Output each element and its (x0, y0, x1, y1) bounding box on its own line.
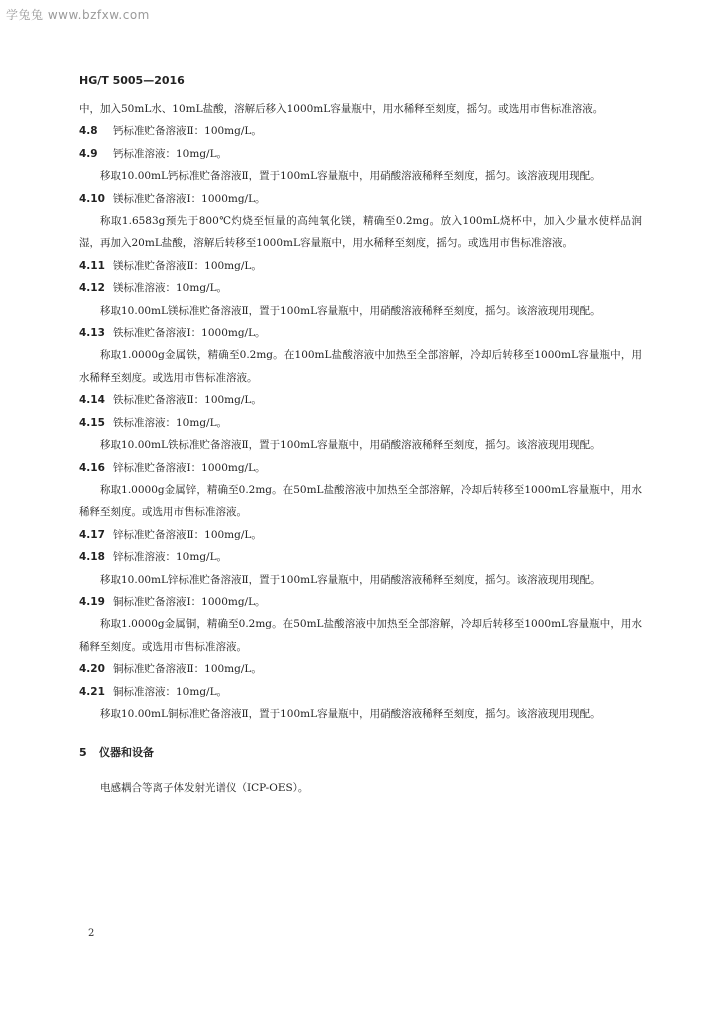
body-paragraph: 移取10.00mL铜标准贮备溶液Ⅱ，置于100mL容量瓶中，用硝酸溶液稀释至刻度，摇匀。该溶液现用现配。 (100, 707, 601, 720)
continued-paragraph: 中，加入50mL水、10mL盐酸，溶解后移入1000mL容量瓶中，用水稀释至刻度，摇匀。或选用市售标准溶液。 (79, 103, 604, 115)
item-text: 铜标准贮备溶液Ⅱ：100mg/L。 (113, 663, 262, 676)
numbered-item (79, 658, 642, 680)
item-text: 镁标准贮备溶液Ⅰ：1000mg/L。 (113, 192, 266, 205)
item-text: 铁标准溶液：10mg/L。 (113, 416, 228, 429)
numbered-item (79, 277, 642, 299)
watermark: 学兔兔 www.bzfxw.com (6, 8, 150, 22)
item-number: 4.9 (79, 147, 98, 160)
numbered-item (79, 412, 642, 434)
item-number: 4.13 (79, 327, 105, 340)
numbered-item (79, 120, 642, 142)
item-number: 4.20 (79, 663, 105, 676)
paragraph-list (79, 98, 642, 725)
item-number: 4.17 (79, 528, 105, 541)
item-text: 钙标准溶液：10mg/L。 (113, 147, 228, 160)
item-number: 4.12 (79, 282, 105, 295)
item-number: 4.15 (79, 416, 105, 429)
section-number: 5 (79, 746, 87, 760)
item-text: 钙标准贮备溶液Ⅱ：100mg/L。 (113, 125, 262, 138)
numbered-item (79, 255, 642, 277)
body-paragraph: 移取10.00mL锌标准贮备溶液Ⅱ，置于100mL容量瓶中，用硝酸溶液稀释至刻度，摇匀。该溶液现用现配。 (100, 573, 601, 586)
body-paragraph: 称取1.0000g金属锌，精确至0.2mg。在50mL盐酸溶液中加热至全部溶解，冷却后转移至1000mL容量瓶中，用水稀释至刻度。或选用市售标准溶液。 (79, 483, 642, 519)
document-body (79, 98, 642, 800)
item-text: 锌标准贮备溶液Ⅰ：1000mg/L。 (113, 461, 266, 474)
body-paragraph: 移取10.00mL铁标准贮备溶液Ⅱ，置于100mL容量瓶中，用硝酸溶液稀释至刻度，摇匀。该溶液现用现配。 (100, 439, 601, 452)
numbered-item (79, 143, 642, 165)
item-text: 锌标准贮备溶液Ⅱ：100mg/L。 (113, 528, 262, 541)
numbered-item (79, 681, 642, 703)
numbered-item (79, 546, 642, 568)
body-paragraph: 移取10.00mL钙标准贮备溶液Ⅱ，置于100mL容量瓶中，用硝酸溶液稀释至刻度，摇匀。该溶液现用现配。 (100, 170, 601, 183)
numbered-item (79, 457, 642, 479)
item-number: 4.16 (79, 461, 105, 474)
section-title: 仪器和设备 (99, 746, 154, 760)
body-paragraph: 称取1.0000g金属铁，精确至0.2mg。在100mL盐酸溶液中加热至全部溶解，冷却后转移至1000mL容量瓶中，用水稀释至刻度。或选用市售标准溶液。 (79, 349, 642, 384)
item-number: 4.8 (79, 125, 98, 138)
item-number: 4.10 (79, 192, 105, 205)
section-5-heading (79, 743, 642, 763)
section-5-body: 电感耦合等离子体发射光谱仪（ICP-OES）。 (100, 782, 309, 795)
numbered-item (79, 591, 642, 613)
item-text: 铜标准贮备溶液Ⅰ：1000mg/L。 (113, 595, 266, 608)
body-paragraph: 称取1.0000g金属铜，精确至0.2mg。在50mL盐酸溶液中加热至全部溶解，冷却后转移至1000mL容量瓶中，用水稀释至刻度。或选用市售标准溶液。 (79, 618, 642, 653)
body-paragraph: 称取1.6583g预先于800℃灼烧至恒量的高纯氧化镁，精确至0.2mg。放入100mL烧杯中，加入少量水使样品润湿，再加入20mL盐酸，溶解后转移至1000mL容量瓶中，用水稀释至刻度，摇匀。或选用市售标准溶液。 (79, 215, 642, 250)
numbered-item (79, 389, 642, 411)
numbered-item (79, 524, 642, 546)
item-number: 4.14 (79, 394, 105, 407)
item-text: 锌标准溶液：10mg/L。 (113, 551, 228, 564)
item-number: 4.11 (79, 259, 105, 272)
item-text: 铁标准贮备溶液Ⅱ：100mg/L。 (113, 394, 262, 407)
item-text: 镁标准溶液：10mg/L。 (113, 282, 228, 295)
document-header: HG/T 5005—2016 (79, 74, 185, 87)
page-number: 2 (88, 928, 95, 939)
item-text: 镁标准贮备溶液Ⅱ：100mg/L。 (113, 259, 262, 272)
numbered-item (79, 322, 642, 344)
body-paragraph: 移取10.00mL镁标准贮备溶液Ⅱ，置于100mL容量瓶中，用硝酸溶液稀释至刻度，摇匀。该溶液现用现配。 (100, 304, 601, 317)
item-number: 4.18 (79, 551, 105, 564)
item-number: 4.19 (79, 595, 105, 608)
item-number: 4.21 (79, 685, 105, 698)
item-text: 铁标准贮备溶液Ⅰ：1000mg/L。 (113, 327, 266, 340)
numbered-item (79, 188, 642, 210)
item-text: 铜标准溶液：10mg/L。 (113, 685, 228, 698)
